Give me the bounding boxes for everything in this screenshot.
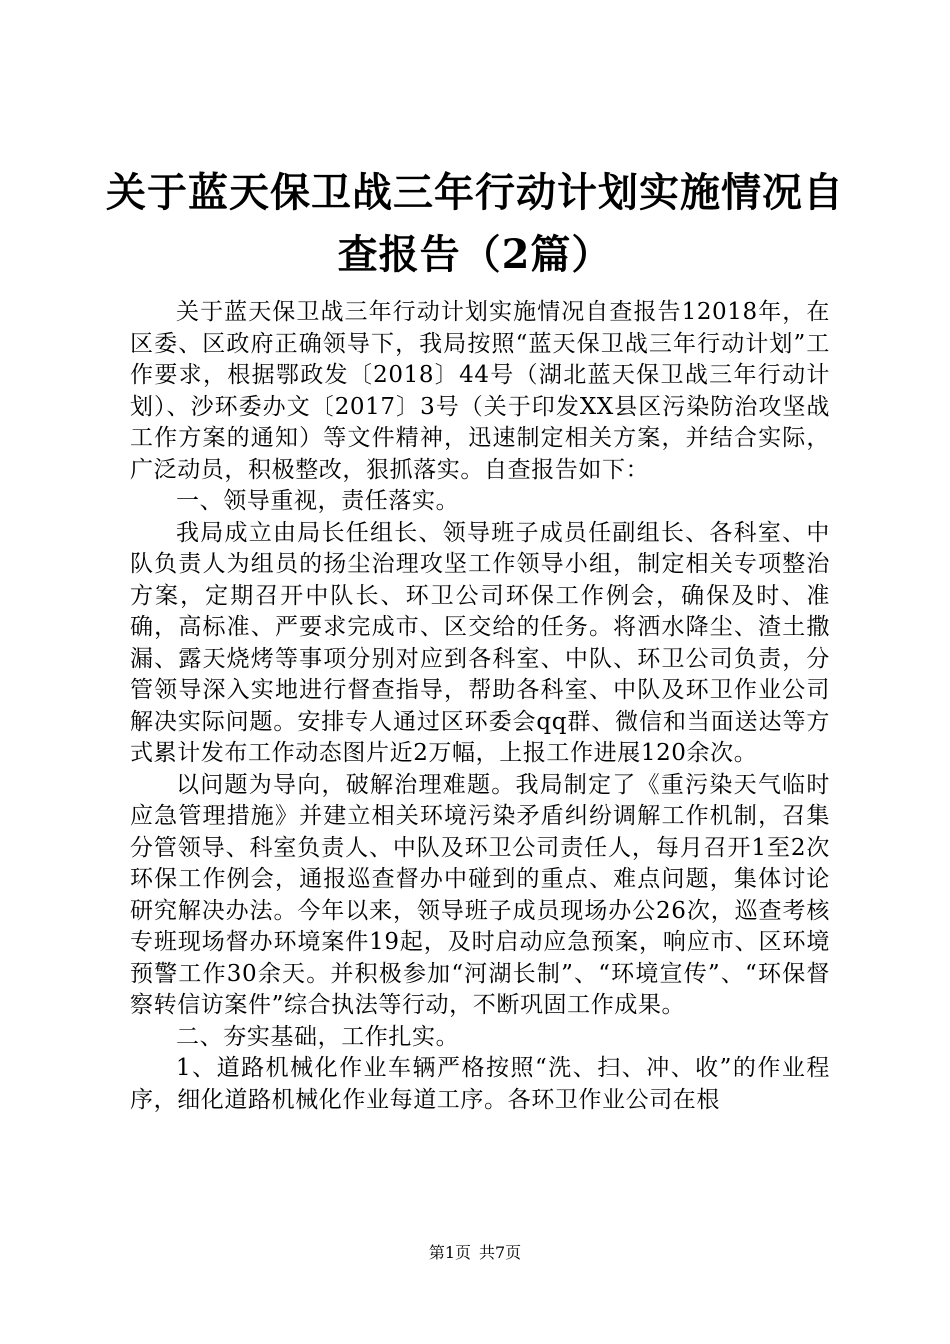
page-footer <box>0 1243 950 1263</box>
paragraph-leadership: 我局成立由局长任组长、领导班子成员任副组长、各科室、中队负责人为组员的扬尘治理攻坚工作领导小组，制定相关专项整治方案，定期召开中队长、环卫公司环保工作例会，确保及时、准确，高标准、严要求完成市、区交给的任务。将洒水降尘、渣土撒漏、露天烧烤等事项分别对应到各科室、中队、环卫公司负责，分管领导深入实地进行督查指导，帮助各科室、中队及环卫作业公司解决实际问题。安排专人通过区环委会qq群、微信和当面送达等方式累计发布工作动态图片近2万幅，上报工作进展120余次。 <box>130 519 830 766</box>
section-heading-2: 二、夯实基础，工作扎实。 <box>176 1023 460 1050</box>
paragraph-problem-solving: 以问题为导向，破解治理难题。我局制定了《重污染天气临时应急管理措施》并建立相关环境污染矛盾纠纷调解工作机制，召集分管领导、科室负责人、中队及环卫公司责任人，每月召开1至2次环保工作例会，通报巡查督办中碰到的重点、难点问题，集体讨论研究解决办法。今年以来，领导班子成员现场办公26次，巡查考核专班现场督办环境案件19起，及时启动应急预案，响应市、区环境预警工作30余天。并积极参加“河湖长制”、“环境宣传”、“环保督察转信访案件”综合执法等行动，不断巩固工作成果。 <box>130 771 830 1018</box>
paragraph-intro: 关于蓝天保卫战三年行动计划实施情况自查报告12018年，在区委、区政府正确领导下，我局按照“蓝天保卫战三年行动计划”工作要求，根据鄂政发〔2018〕44号（湖北蓝天保卫战三年行动计划）、沙环委办文〔2017〕3号（关于印发XX县区污染防治攻坚战工作方案的通知）等文件精神，迅速制定相关方案，并结合实际，广泛动员，积极整改，狠抓落实。自查报告如下： <box>130 299 830 483</box>
page-number: 第1页 <box>428 1243 471 1262</box>
document-title: 关于蓝天保卫战三年行动计划实施情况自查报告（2篇） <box>106 169 844 278</box>
page-total: 共7页 <box>479 1243 522 1262</box>
paragraph-item-1: 1、道路机械化作业车辆严格按照“洗、扫、冲、收”的作业程序，细化道路机械化作业每道工序。各环卫作业公司在根 <box>130 1055 830 1113</box>
document-body <box>130 297 830 1116</box>
section-heading-1: 一、领导重视，责任落实。 <box>176 488 460 514</box>
